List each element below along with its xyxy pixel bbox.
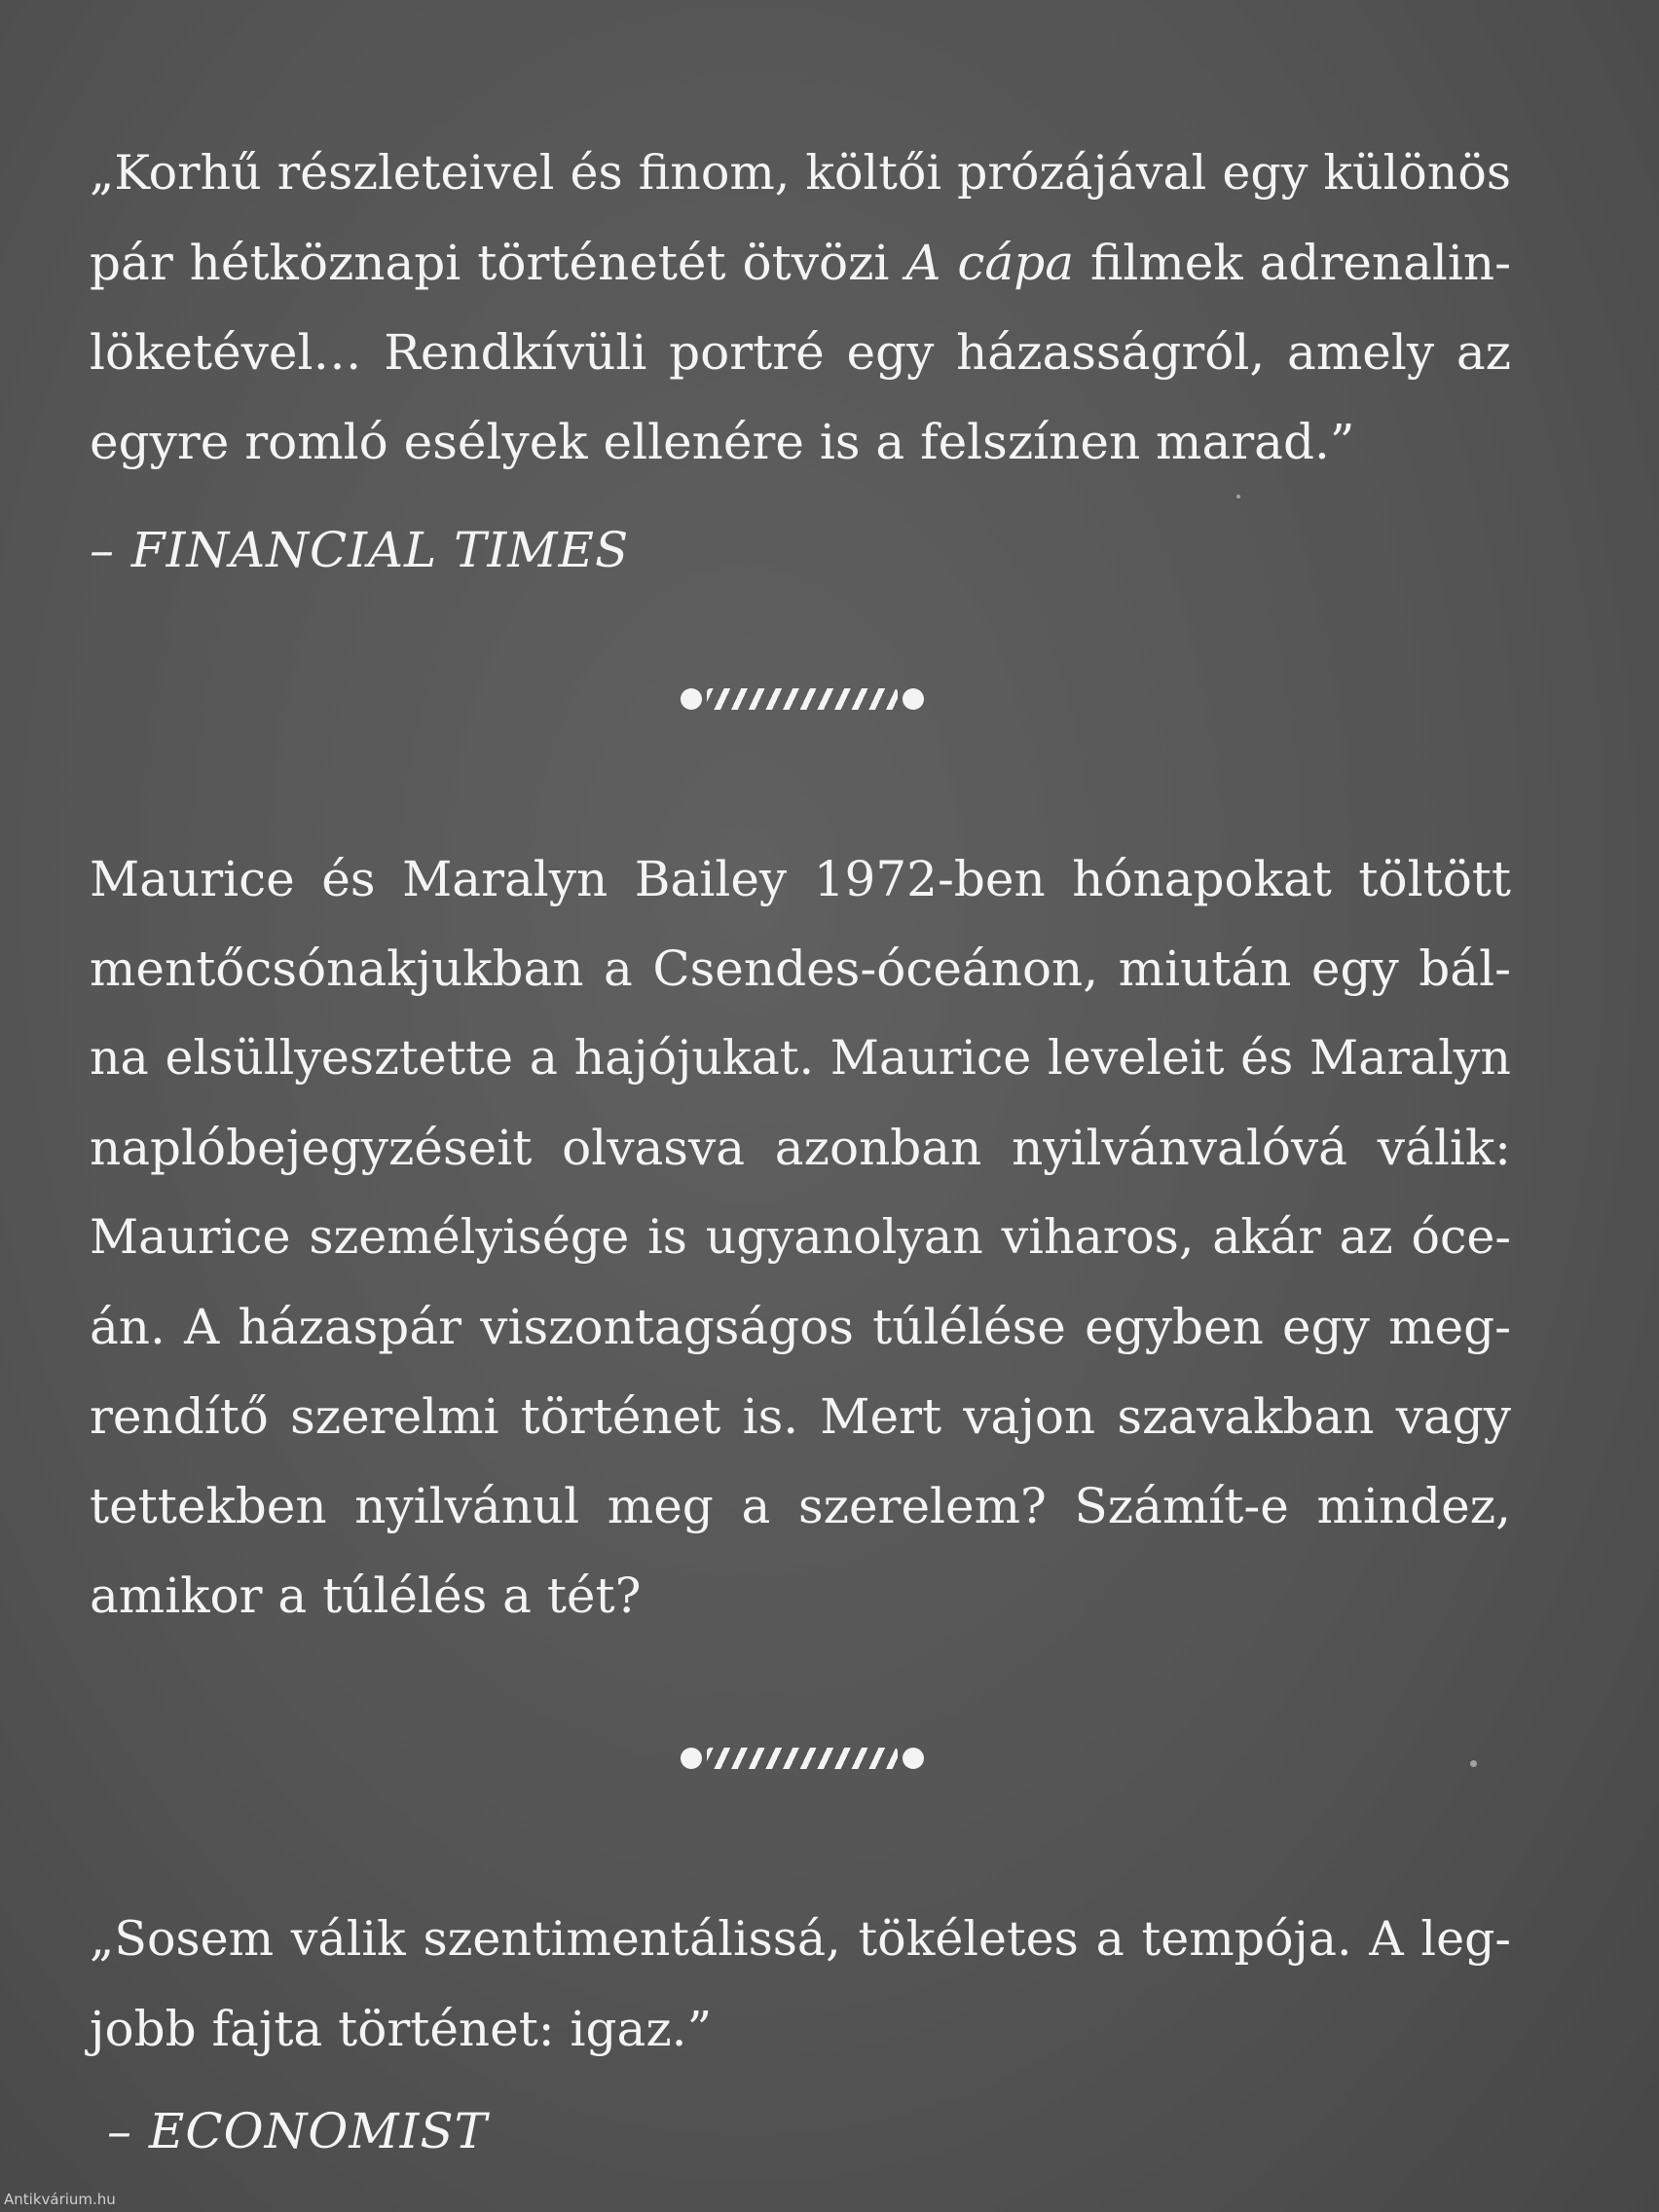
description-line: rendítő szerelmi történet is. Mert vajon szavakban vagy (90, 1388, 1511, 1445)
description-line: naplóbejegyzéseit olvasva azonban nyilvánvalóvá válik: (90, 1120, 1511, 1176)
book-description (90, 834, 1511, 1641)
quote2-line-1: „Sosem válik szentimentálissá, tökéletes a tempója. A leg- (90, 1911, 1511, 1967)
rope-ornament-divider (674, 683, 931, 715)
paper-speck (1470, 1760, 1477, 1767)
quote1-line-2-end: filmek adrenalin- (1074, 235, 1511, 291)
review-quote-financial-times (90, 129, 1511, 487)
quote2-line-2: jobb fajta történet: igaz.” (90, 2001, 713, 2057)
ornament-dot-right (903, 688, 924, 710)
description-line: na elsüllyesztette a hajójukat. Maurice leveleit és Maralyn (90, 1030, 1511, 1086)
description-line: tettekben nyilvánul meg a szerelem? Számít-e mindez, (90, 1478, 1511, 1534)
description-line: mentőcsónakjukban a Csendes-óceánon, miután egy bál- (90, 940, 1511, 997)
paper-speck (1236, 495, 1240, 498)
description-line: Maurice személyisége is ugyanolyan viharos, akár az óce- (90, 1209, 1511, 1265)
ornament-dot-left (681, 1748, 702, 1769)
review-quote-economist (90, 1895, 1511, 2074)
description-line: án. A házaspár viszontagságos túlélése egyben egy meg- (90, 1299, 1511, 1355)
ornament-rope (707, 688, 898, 710)
attribution-financial-times: – FINANCIAL TIMES (90, 522, 630, 578)
quote1-line-1: „Korhű részleteivel és finom, költői prózájával egy különös (90, 145, 1511, 201)
rope-ornament-divider (674, 1743, 931, 1774)
quote1-line-2-start: pár hétköznapi történetét ötvözi (90, 235, 906, 291)
ornament-dot-left (681, 688, 702, 710)
book-back-cover (90, 0, 1511, 2212)
ornament-dot-right (903, 1748, 924, 1769)
quote1-line-4: egyre romló esélyek ellenére is a felszínen marad.” (90, 414, 1355, 470)
attribution-economist: – ECONOMIST (107, 2103, 488, 2159)
description-line: Maurice és Maralyn Bailey 1972-ben hónapokat töltött (90, 851, 1511, 907)
quote1-line-2 (90, 218, 1511, 308)
quote1-italic-title: A cápa (905, 235, 1075, 291)
ornament-rope (707, 1748, 898, 1769)
watermark: Antikvárium.hu (4, 2191, 116, 2208)
description-line: amikor a túlélés a tét? (90, 1567, 642, 1624)
quote1-line-3: löketével… Rendkívüli portré egy házasságról, amely az (90, 324, 1511, 381)
